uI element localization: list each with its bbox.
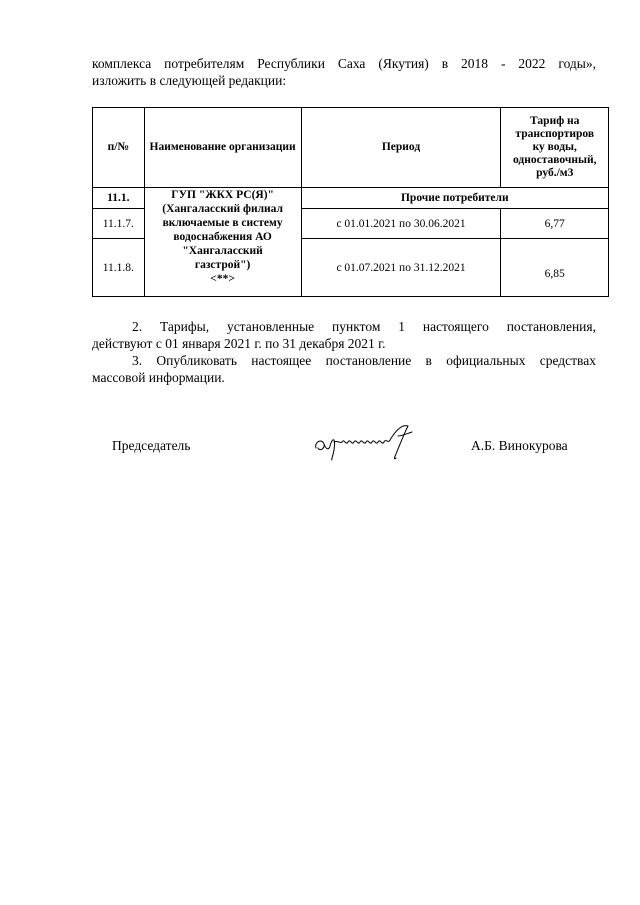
- paragraph-2-line-1: 2. Тарифы, установленные пунктом 1 настоящего постановления,: [132, 319, 596, 334]
- table-row-group: [93, 188, 609, 209]
- paragraph-3-line-2: массовой информации.: [92, 370, 225, 385]
- group-label: Прочие потребители: [301, 188, 608, 209]
- intro-line-2: изложить в следующей редакции:: [92, 73, 287, 88]
- organization-cell: ГУП "ЖКХ РС(Я)" (Хангаласский филиал включаемые в систему водоснабжения АО "Хангаласский газстрой") <**>: [144, 188, 301, 297]
- row-value: 6,85: [501, 239, 609, 297]
- paragraph-3: [92, 352, 596, 386]
- header-tariff: Тариф на транспортиров ку воды, одноставочный, руб./м3: [501, 108, 609, 188]
- handwritten-signature: [312, 420, 422, 462]
- paragraph-3-line-1: 3. Опубликовать настоящее постановление в официальных средствах: [132, 353, 596, 368]
- row-num: 11.1.8.: [93, 239, 145, 297]
- tariff-table: [92, 107, 609, 297]
- signatory-name: А.Б. Винокурова: [471, 438, 568, 453]
- header-period: Период: [301, 108, 501, 188]
- header-org: Наименование организации: [144, 108, 301, 188]
- intro-line-1: комплекса потребителям Республики Саха (Якутия) в 2018 - 2022 годы»,: [92, 56, 596, 71]
- group-num: 11.1.: [93, 188, 145, 209]
- row-num: 11.1.7.: [93, 209, 145, 239]
- row-period: с 01.01.2021 по 30.06.2021: [301, 209, 501, 239]
- intro-text: [92, 55, 596, 89]
- paragraph-2: [92, 318, 596, 352]
- signatory-title: Председатель: [112, 438, 191, 453]
- row-period: с 01.07.2021 по 31.12.2021: [301, 239, 501, 297]
- table-header-row: [93, 108, 609, 188]
- row-value: 6,77: [501, 209, 609, 239]
- header-num: п/№: [93, 108, 145, 188]
- paragraph-2-line-2: действуют с 01 января 2021 г. по 31 декабря 2021 г.: [92, 336, 386, 351]
